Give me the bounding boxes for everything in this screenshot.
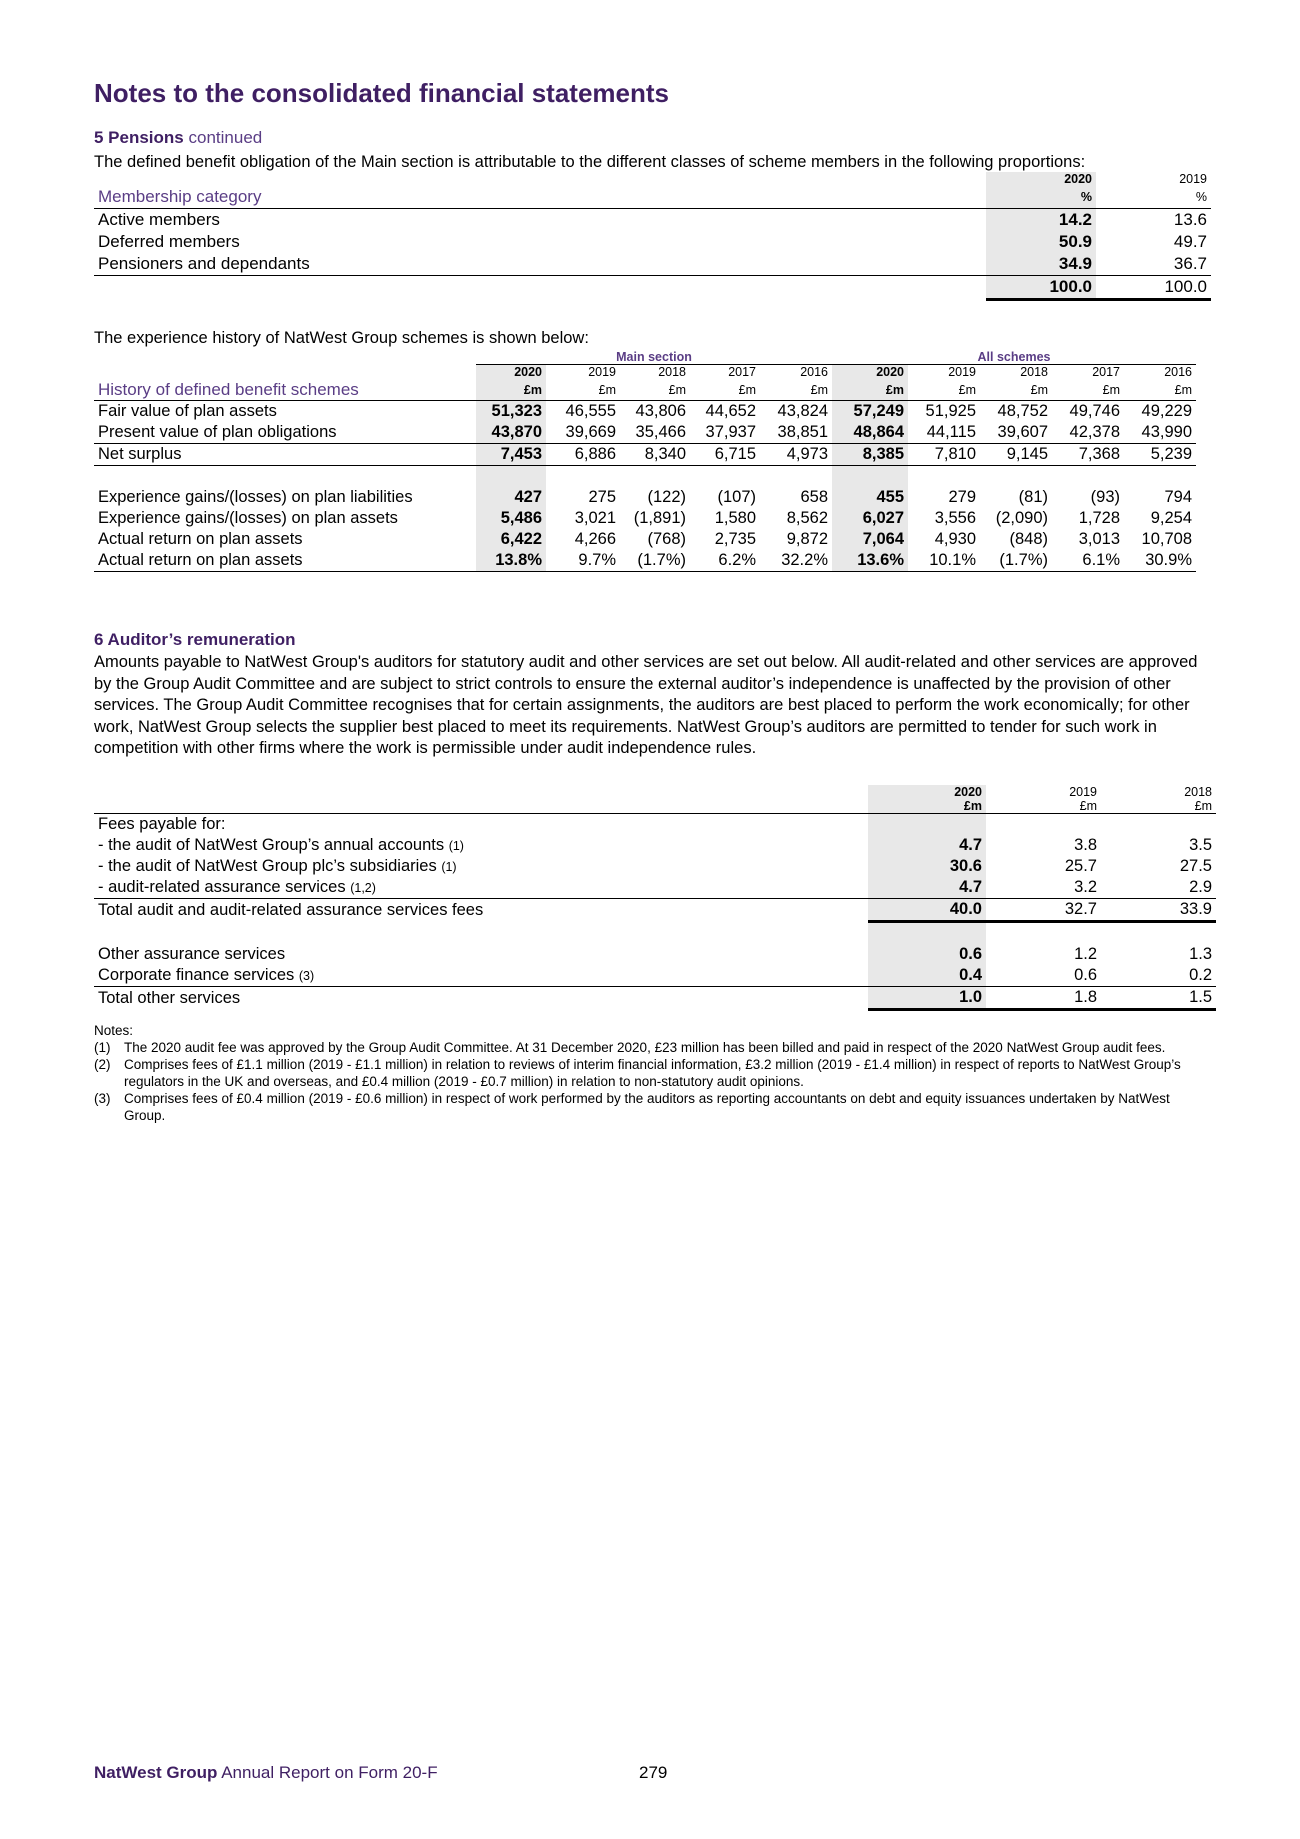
cell-value: 43,870 (476, 422, 546, 444)
note-number: (1) (94, 1040, 111, 1055)
cell-value: 8,385 (832, 444, 908, 466)
cell-value: 6.2% (690, 550, 760, 572)
table-row (94, 508, 1196, 529)
cell-value: (107) (717, 488, 756, 506)
cell-value: 40.0 (868, 899, 986, 922)
table-row (94, 253, 1211, 276)
cell-value: 8,562 (786, 509, 828, 527)
spacer-row (94, 466, 1196, 488)
membership-year-2019: 2019 (1179, 172, 1207, 186)
fees-label: Fees payable for: (98, 815, 226, 833)
row-label: Experience gains/(losses) on plan assets (98, 509, 398, 527)
cell-value: 13.6% (832, 550, 908, 572)
cell-value: 48,864 (832, 422, 908, 444)
cell-value: 37,937 (690, 422, 760, 444)
year-header: 2020 (868, 785, 986, 799)
cell-value: 427 (476, 487, 546, 508)
cell-value: 57,249 (832, 401, 908, 423)
cell-value: (93) (1090, 488, 1120, 506)
note-item (94, 1056, 1214, 1090)
cell-value: (768) (647, 530, 686, 548)
cell-value: 1.5 (1101, 987, 1216, 1010)
footer-doc: Annual Report on Form 20-F (221, 1763, 438, 1782)
table-row (94, 550, 1196, 572)
cell-value: (81) (1018, 488, 1048, 506)
cell-value: 5,486 (476, 508, 546, 529)
cell-value: 2.9 (1101, 877, 1216, 899)
cell-value: 1.2 (1074, 945, 1097, 963)
unit-header: £m (868, 799, 986, 814)
history-table (94, 350, 1196, 572)
note-item (94, 1039, 1214, 1056)
unit-header: £m (1052, 379, 1124, 401)
cell-value: 6,886 (546, 444, 620, 466)
history-label: History of defined benefit schemes (94, 379, 476, 401)
table-row (94, 835, 1216, 856)
cell-value: 3.2 (986, 877, 1101, 899)
auditor-intro: Amounts payable to NatWest Group's auditors for statutory audit and other services are set out below. All audit-related and other services are approved by the Group Audit Committee and are subject to strict controls to ensure the external auditor’s independence is unaffected by the provision of other services. The Group Audit Committee recognises that for certain assignments, the auditors are best placed to perform the work economically; for other work, NatWest Group selects the supplier best placed to meet its requirements. NatWest Group’s auditors are permitted to tender for such work in competition with other firms where the work is permissible under audit independence rules. (94, 653, 1198, 757)
cell-value: 4,266 (574, 530, 616, 548)
cell-value: 7,453 (476, 444, 546, 466)
row-label: Active members (98, 210, 220, 229)
row-label-text: Total audit and audit-related assurance services fees (98, 900, 484, 919)
cell-value: 1.8 (986, 987, 1101, 1010)
membership-table (94, 172, 1211, 301)
cell-value: 275 (588, 488, 616, 506)
cell-value: 3.5 (1189, 836, 1212, 854)
cell-value: 36.7 (1096, 253, 1211, 276)
row-label: Net surplus (94, 444, 476, 466)
cell-value: 14.2 (986, 209, 1096, 232)
unit-header: £m (476, 379, 546, 401)
year-header: 2018 (1184, 785, 1212, 799)
cell-value: 0.4 (868, 965, 986, 987)
table-row (94, 965, 1216, 987)
year-header: 2019 (1069, 785, 1097, 799)
year-header: 2016 (1164, 365, 1192, 379)
fees-table (94, 785, 1216, 1011)
cell-value: 13.8% (476, 550, 546, 572)
table-row-total (94, 987, 1216, 1010)
table-row (94, 231, 1211, 253)
cell-value: 279 (948, 488, 976, 506)
cell-value: 51,323 (476, 401, 546, 423)
row-label (94, 944, 868, 965)
year-header: 2016 (800, 365, 828, 379)
cell-value: 32.2% (760, 550, 832, 572)
cell-value: 9,145 (980, 444, 1052, 466)
year-header: 2019 (588, 365, 616, 379)
row-label-text: Total other services (98, 988, 241, 1007)
page-title: Notes to the consolidated financial statements (94, 78, 669, 108)
table-row (94, 944, 1216, 965)
unit-header: £m (980, 379, 1052, 401)
auditor-heading: 6 Auditor’s remuneration (94, 630, 296, 649)
membership-unit-2019: % (1096, 186, 1211, 209)
row-label-text: Corporate finance services (98, 966, 295, 984)
membership-year-2020: 2020 (986, 172, 1096, 186)
pensions-intro: The defined benefit obligation of the Main section is attributable to the different classes of scheme members in the following proportions: (94, 153, 1086, 171)
cell-value: 35,466 (620, 422, 690, 444)
year-header: 2020 (476, 365, 546, 380)
cell-value: 33.9 (1101, 899, 1216, 922)
year-header: 2017 (728, 365, 756, 379)
footer (94, 1763, 438, 1783)
cell-value: 6,422 (476, 529, 546, 550)
unit-header: £m (1101, 799, 1216, 814)
cell-value: 3.8 (1074, 836, 1097, 854)
cell-value: 7,064 (832, 529, 908, 550)
row-label: Actual return on plan assets (94, 550, 476, 572)
footer-brand: NatWest Group (94, 1763, 218, 1782)
cell-value: (1.7%) (980, 550, 1052, 572)
table-row (94, 487, 1196, 508)
row-label-text: Other assurance services (98, 945, 286, 963)
year-header: 2020 (832, 365, 908, 380)
cell-value: 49,746 (1069, 402, 1120, 420)
cell-value: 9,872 (786, 530, 828, 548)
note-item (94, 1090, 1214, 1124)
note-number: (3) (94, 1091, 111, 1106)
note-text: Comprises fees of £0.4 million (2019 - £0.6 million) in respect of work performed by the auditors as reporting accountants on debt and equity issuances undertaken by NatWest Group. (124, 1091, 1170, 1123)
note-ref: (1) (448, 839, 464, 853)
membership-unit-2020: % (986, 186, 1096, 209)
cell-value: 10,708 (1141, 530, 1192, 548)
cell-value: 100.0 (986, 276, 1096, 300)
unit-header: £m (1124, 379, 1196, 401)
row-label: Experience gains/(losses) on plan liabilities (98, 488, 413, 506)
cell-value: 43,806 (635, 402, 686, 420)
cell-value: 9,254 (1150, 509, 1192, 527)
cell-value: 39,669 (546, 422, 620, 444)
table-row (94, 401, 1196, 423)
cell-value: 50.9 (986, 231, 1096, 253)
page-number: 279 (639, 1763, 668, 1782)
cell-value: 42,378 (1052, 422, 1124, 444)
cell-value: 3,013 (1078, 530, 1120, 548)
membership-category-label: Membership category (94, 186, 986, 209)
note-text: The 2020 audit fee was approved by the Group Audit Committee. At 31 December 2020, £23 million has been billed and paid in respect of the 2020 NatWest Group audit fees. (124, 1040, 1166, 1055)
cell-value: 2,735 (714, 530, 756, 548)
row-label: Actual return on plan assets (98, 530, 303, 548)
cell-value: 794 (1164, 488, 1192, 506)
cell-value: 1.0 (868, 987, 986, 1010)
table-row (94, 856, 1216, 877)
cell-value: 38,851 (760, 422, 832, 444)
row-label (94, 856, 868, 877)
note-text: Comprises fees of £1.1 million (2019 - £1.1 million) in relation to reviews of interim financial information, £3.2 million (2019 - £1.4 million) in respect of reports to NatWest Group’s regulators in the UK and overseas, and £0.4 million (2019 - £0.7 million) in relation to non-statutory audit opinions. (124, 1057, 1181, 1089)
cell-value: 658 (800, 488, 828, 506)
cell-value: 43,990 (1124, 422, 1196, 444)
unit-header: £m (986, 799, 1101, 814)
cell-value: 44,115 (908, 422, 980, 444)
table-row (94, 529, 1196, 550)
cell-value: 0.6 (986, 965, 1101, 987)
note-ref: (1) (441, 860, 457, 874)
group-all-schemes: All schemes (832, 350, 1196, 365)
row-label (94, 899, 868, 922)
pensions-heading-continued: continued (188, 128, 263, 147)
row-label: Pensioners and dependants (94, 253, 986, 276)
cell-value: 4.7 (868, 877, 986, 899)
cell-value: 30.9% (1124, 550, 1196, 572)
cell-value: (122) (647, 488, 686, 506)
cell-value: 39,607 (980, 422, 1052, 444)
notes-label: Notes: (94, 1023, 134, 1038)
notes (94, 1022, 1214, 1124)
history-intro: The experience history of NatWest Group schemes is shown below: (94, 329, 589, 347)
row-label: Fair value of plan assets (98, 402, 277, 420)
year-header: 2019 (948, 365, 976, 379)
cell-value: 6,715 (690, 444, 760, 466)
table-row (94, 422, 1196, 444)
cell-value: 46,555 (565, 402, 616, 420)
cell-value: 6,027 (832, 508, 908, 529)
cell-value: 3,556 (934, 509, 976, 527)
spacer-row (94, 922, 1216, 945)
cell-value: 455 (832, 487, 908, 508)
cell-value: 48,752 (997, 402, 1048, 420)
unit-header: £m (908, 379, 980, 401)
cell-value: 9.7% (546, 550, 620, 572)
cell-value: 0.6 (868, 944, 986, 965)
cell-value: 27.5 (1179, 857, 1212, 875)
cell-value: 44,652 (705, 402, 756, 420)
group-main-section: Main section (476, 350, 832, 365)
cell-value: 34.9 (986, 253, 1096, 276)
cell-value: 1,580 (714, 509, 756, 527)
row-label (94, 965, 868, 987)
unit-header: £m (832, 379, 908, 401)
cell-value: (848) (1009, 530, 1048, 548)
cell-value: 7,368 (1052, 444, 1124, 466)
cell-value: 13.6 (1173, 210, 1207, 229)
table-row-total (94, 899, 1216, 922)
cell-value: 0.2 (1101, 965, 1216, 987)
section-heading-pensions (94, 128, 262, 148)
note-ref: (3) (298, 969, 315, 983)
table-row-total (94, 276, 1211, 300)
cell-value: (1.7%) (620, 550, 690, 572)
cell-value: 51,925 (925, 402, 976, 420)
row-label (94, 835, 868, 856)
cell-value: 100.0 (1096, 276, 1211, 300)
cell-value: 4,930 (934, 530, 976, 548)
note-ref: (1,2) (350, 881, 376, 895)
cell-value: 4.7 (868, 835, 986, 856)
cell-value: 25.7 (1064, 857, 1097, 875)
row-label-text: - audit-related assurance services (98, 878, 346, 896)
cell-value: 49,229 (1141, 402, 1192, 420)
unit-header: £m (620, 379, 690, 401)
table-row (94, 877, 1216, 899)
unit-header: £m (690, 379, 760, 401)
note-number: (2) (94, 1057, 111, 1072)
unit-header: £m (760, 379, 832, 401)
cell-value: 1,728 (1078, 509, 1120, 527)
cell-value: 5,239 (1124, 444, 1196, 466)
cell-value: 3,021 (574, 509, 616, 527)
cell-value: (2,090) (995, 509, 1048, 527)
cell-value: 43,824 (777, 402, 828, 420)
cell-value: 4,973 (760, 444, 832, 466)
table-row (94, 444, 1196, 466)
cell-value: 49.7 (1173, 232, 1207, 251)
row-label (94, 877, 868, 899)
row-label: Deferred members (98, 232, 240, 251)
cell-value: 6.1% (1052, 550, 1124, 572)
cell-value: 8,340 (620, 444, 690, 466)
unit-header: £m (546, 379, 620, 401)
cell-value: 7,810 (908, 444, 980, 466)
table-row (94, 209, 1211, 232)
row-label: Present value of plan obligations (94, 422, 476, 444)
row-label (94, 987, 868, 1010)
cell-value: 1.3 (1189, 945, 1212, 963)
cell-value: (1,891) (633, 509, 686, 527)
year-header: 2018 (1020, 365, 1048, 379)
year-header: 2018 (658, 365, 686, 379)
cell-value: 30.6 (868, 856, 986, 877)
cell-value: 10.1% (908, 550, 980, 572)
row-label-text: - the audit of NatWest Group’s annual accounts (98, 836, 445, 854)
year-header: 2017 (1092, 365, 1120, 379)
pensions-heading: 5 Pensions (94, 128, 184, 147)
cell-value: 32.7 (986, 899, 1101, 922)
row-label-text: - the audit of NatWest Group plc’s subsidiaries (98, 857, 437, 875)
